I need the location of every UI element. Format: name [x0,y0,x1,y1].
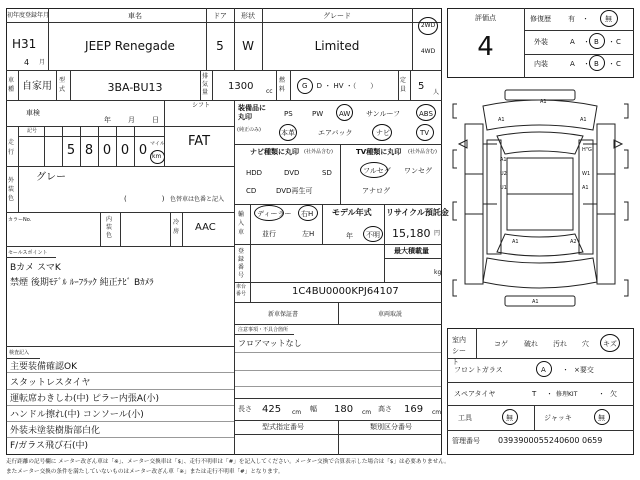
footer-note-1: 走行距離の記号欄に メーター改ざん車は「※」、メーター交換車は「$」、走行不明車は「#」を記入してください。メーター交換で合算表示した場合は「$」は必要ありません。 [6,459,450,465]
model-year-unknown: 不明 [366,231,380,239]
tv-sub: (社外品含む) [408,149,437,155]
navi-cd: CD [246,187,257,195]
ext-dot1: ・ [583,38,590,46]
mark-a1-top: A1 [540,99,547,105]
mileage-label: 走行 [8,139,15,156]
selling-point-2: 禁煙 後期ﾓﾃﾞﾙ ﾙｰﾌﾗｯｸ 純正ﾅﾋﾞ Bｶﾒﾗ [10,278,154,288]
recycle-value: 15,180 [392,227,431,240]
int-b: B [594,60,599,68]
navi-dvd: DVD [284,169,300,177]
mark-a1-bottom: A1 [532,299,539,305]
mark-u1: U1 [500,185,507,191]
ext-label: 外装 [534,38,548,46]
int-c: C [616,60,621,68]
import-label: 輸入車 [238,211,245,236]
length-label: 長さ [238,405,252,413]
check-line-4: ハンドル擦れ(中) コンソール(小) [10,410,144,420]
model: 3BA-BU13 [107,81,163,94]
glass-a: A [541,366,546,374]
ext-c: C [616,38,621,46]
width: 180 [334,404,354,415]
door-label: ドア [213,12,227,20]
recycle-unit: 円 [434,230,441,237]
exterior-label: 外装色 [8,177,15,202]
notice-label: 注意事項・不具合箇所 [238,327,289,333]
reg-month: 4 [24,58,30,67]
capacity-label: 定員 [400,77,407,93]
seat-dirt: 汚れ [553,340,567,348]
displacement: 1300 [228,81,254,92]
mileage-code-label: 記号 [27,128,38,134]
shape-label: 形状 [241,12,255,20]
model-year-year: 年 [346,232,353,240]
spare-dot2: ・ [598,390,605,398]
check-line-3: 運転席わきしわ(中) ピラー内張A(小) [10,394,160,404]
ext-dot2: ・ [608,38,615,46]
notice-text: フロアマットなし [238,339,302,348]
grade-label: グレード [323,12,351,20]
height-unit: cm [432,409,442,416]
shape: W [242,39,254,53]
fuel-options: G D ・ HV ・（ ） [302,82,378,90]
footer-note-2: またメーター交換の条件を満たしていないものはメーター改ざん車「※」または走行不明車「#」となります。 [6,469,284,475]
repair-label: 修復歴 [530,15,551,23]
check-line-1: 主要装備確認OK [10,362,77,372]
height: 169 [404,404,424,415]
month-unit: 月 [39,59,46,66]
mileage-digit-2: 8 [84,143,94,158]
ac-label: 冷房 [173,219,180,235]
equip-abs: ABS [419,110,433,118]
seat-tear: 破れ [524,340,538,348]
width-unit: cm [362,409,372,416]
exterior-color-no: ( ) [124,195,165,203]
navi-dvd-play: DVD再生可 [276,187,313,195]
import-lhd: 左H [302,230,315,238]
mark-a2-rear: A2 [570,239,577,245]
int-dot2: ・ [608,60,615,68]
exterior-color: グレー [36,172,66,183]
seat-label: 室内シート [452,336,466,366]
import-parallel: 並行 [262,230,276,238]
score: 4 [477,32,494,62]
tv-fullseg: フルセグ [363,167,391,175]
navi-sd: SD [322,169,332,177]
era-year: H31 [12,37,37,51]
jack-label: ジャッキ [544,414,572,422]
new-car-warranty: 新車保証書 [268,311,299,318]
selling-points-label: セールスポイント [8,250,48,256]
grade: Limited [314,39,360,53]
equip-navi: ナビ [376,129,390,137]
mile-label: マイル [150,141,165,147]
glass-replace: ×要交 [574,366,594,374]
max-load-label: 最大積載量 [394,247,429,255]
tv-oneseg: ワンセグ [404,167,432,175]
int-dot1: ・ [583,60,590,68]
equip-tv: TV [420,129,430,137]
check-line-2: スタットレスタイヤ [10,378,91,388]
mileage-digit-3: 0 [102,143,112,158]
type-value: 自家用 [22,81,52,92]
equip-aw: AW [339,110,351,118]
designation-label: 型式指定番号 [262,423,304,431]
car-name-label: 車名 [128,12,142,20]
length: 425 [262,404,282,415]
first-reg-label: 初年度登録年月 [7,12,50,19]
repair-none: 無 [605,15,612,23]
selling-point-1: Bカメ スマK [10,263,61,273]
import-rhd: 右H [301,210,314,218]
mgmt-label: 管理番号 [452,437,480,445]
length-unit: cm [292,409,302,416]
mileage-digit-5: 0 [138,143,148,158]
car-damage-diagram [447,84,634,320]
mark-hg: H"G [582,147,592,153]
repair-opts: 有 ・ [568,15,589,23]
int-a: A [570,60,575,68]
mileage-digit-4: 0 [120,143,130,158]
class-label: 類別区分番号 [370,423,412,431]
equip-leather: 本革 [281,129,295,137]
check-line-5: 外装未塗装樹脂部白化 [10,426,101,436]
seat-scratch: キズ [603,340,617,348]
mark-u2: U2 [500,171,507,177]
spare-kit: 修理KIT [556,391,578,398]
model-label: 型式 [59,77,66,93]
equipment-sublabel: (純正のみ) [237,127,261,133]
spare-dot1: ・ [546,390,553,398]
navi-sub: (社外品含む) [304,149,333,155]
mgmt-value: 0393900055240600 0659 [498,436,603,445]
chassis-label: 車台番号 [236,284,247,297]
car-name: JEEP Renegade [85,39,175,53]
tools-label: 工具 [458,414,472,422]
equip-pw: PW [312,110,324,118]
spare-missing: 欠 [610,390,617,398]
tv-analog: アナログ [362,187,390,195]
exterior-note: 色替車は色番と記入 [170,196,225,203]
score-label: 評価点 [475,14,496,22]
insp-year: 年 [104,116,111,124]
width-label: 幅 [310,405,317,413]
equip-airbag: エアバック [318,129,353,137]
reg-no-label: 登録番号 [238,248,245,279]
mark-w1: W1 [582,171,591,177]
check-line-6: F/ガラス飛び石(中) [10,441,88,451]
height-label: 高さ [378,405,392,413]
tv-label: TV種類に丸印 [356,148,402,156]
int-label: 内装 [534,60,548,68]
import-dealer: ディーラー [257,210,292,218]
mark-a1-rear: A1 [512,239,519,245]
fuel-label: 燃料 [279,77,286,93]
check-entry-label: 検査記入 [9,350,30,356]
ext-a: A [570,38,575,46]
equip-sunroof: サンルーフ [366,110,401,118]
chassis-value: 1C4BU0000KPJ64107 [292,286,399,297]
equip-ps: PS [284,110,293,118]
displacement-unit: cc [266,88,273,95]
doors: 5 [216,39,224,53]
insp-month: 月 [128,116,135,124]
equipment-label: 装備品に丸印 [238,104,266,121]
drive-2wd: 2WD [420,22,436,29]
color-no-label: カラーNo. [8,217,32,223]
type-label: 車種 [8,77,15,93]
recycle-label: リサイクル預託金 [386,208,449,217]
ac-value: AAC [195,222,216,233]
shift-label: シフト [192,102,211,109]
owner-manual: 車両取説 [378,311,403,318]
mark-a1-left: A1 [498,117,505,123]
mark-a1-right: A1 [580,117,587,123]
navi-hdd: HDD [246,169,263,177]
shift-value: FAT [188,134,211,149]
seat-burn: コゲ [494,340,508,348]
spare-t: T [532,390,537,398]
mileage-digit-1: 5 [66,143,76,158]
glass-label: フロントガラス [454,366,503,374]
mark-a1-l2: A1 [500,157,507,163]
capacity: 5 [418,81,425,92]
tools-none: 無 [506,414,513,422]
mark-a1-r2: A1 [582,185,589,191]
capacity-unit: 人 [433,89,440,96]
ext-b: B [594,38,599,46]
seat-hole: 穴 [582,340,589,348]
max-load-unit: kg [434,269,442,276]
model-year-label: モデル年式 [332,208,372,217]
spare-label: スペアタイヤ [454,390,496,398]
jack-none: 無 [598,414,605,422]
displacement-label: 排気量 [202,73,209,96]
glass-dot: ・ [562,366,569,374]
navi-label: ナビ種類に丸印 [250,148,299,156]
inspection-label: 車検 [26,109,40,117]
interior-color-label: 内装色 [106,216,113,239]
drive-4wd: 4WD [420,48,436,55]
insp-day: 日 [152,116,159,124]
km-label: km [152,153,162,160]
